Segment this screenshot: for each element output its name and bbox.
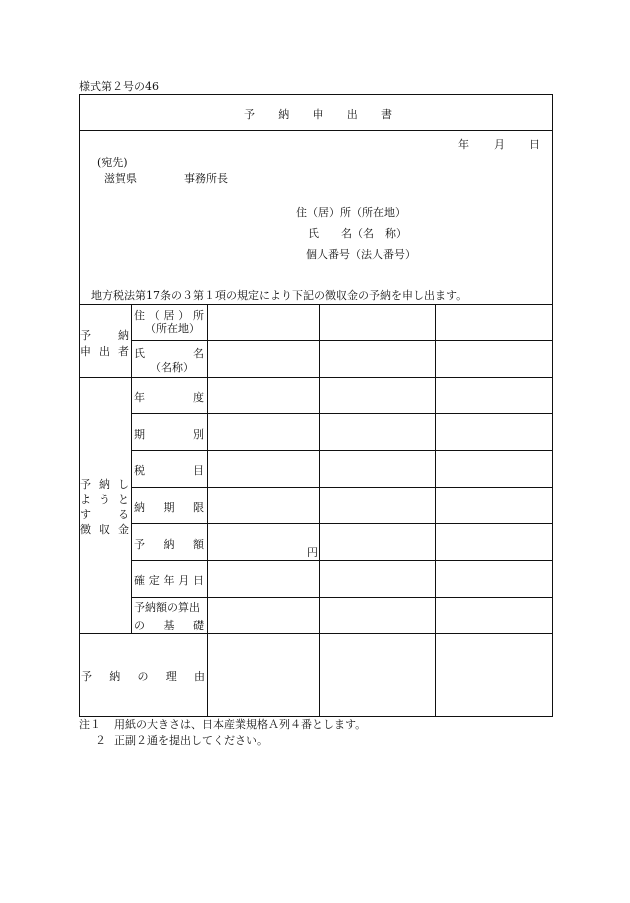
addressee-office: 事務所長 bbox=[184, 172, 228, 185]
row-line bbox=[131, 487, 552, 488]
yen-unit: 円 bbox=[307, 546, 318, 559]
row-label-confirmation-date: 確 定 年 月 日 bbox=[134, 574, 204, 587]
address-label: 住 （ 居 ） 所 bbox=[134, 309, 204, 322]
row-label-prepayment-amount: 予 納 額 bbox=[134, 538, 204, 551]
row-label-tax-item: 税 目 bbox=[134, 464, 204, 477]
date-day: 日 bbox=[529, 138, 540, 151]
address-sub-label: （所在地） bbox=[145, 322, 200, 335]
applicant-number-label: 個人番号（法人番号） bbox=[306, 248, 416, 261]
table-top-line bbox=[79, 304, 552, 305]
date-month: 月 bbox=[494, 138, 505, 151]
collection-group-label: 予 納 し bbox=[80, 478, 129, 491]
date-year: 年 bbox=[458, 138, 469, 151]
row-line bbox=[79, 377, 552, 378]
row-line bbox=[131, 597, 552, 598]
title-divider bbox=[79, 130, 552, 131]
statement: 地方税法第17条の３第１項の規定により下記の徴収金の予納を申し出ます。 bbox=[91, 289, 468, 302]
collection-group-label: よ う と bbox=[80, 493, 129, 506]
row-label-fiscal-year: 年 度 bbox=[134, 391, 204, 404]
row-line bbox=[131, 340, 552, 341]
col-line bbox=[319, 304, 320, 716]
note-number: ２ bbox=[95, 734, 106, 747]
row-line bbox=[131, 560, 552, 561]
basis-label: 予納額の算出 bbox=[134, 601, 200, 614]
note-text: 正副２通を提出してください。 bbox=[114, 734, 268, 747]
col-line bbox=[435, 304, 436, 716]
form-title: 予 納 申 出 書 bbox=[244, 108, 392, 121]
note-text: 用紙の大きさは、日本産業規格Ａ列４番とします。 bbox=[114, 718, 367, 731]
applicant-group-label: 申 出 者 bbox=[80, 345, 129, 358]
collection-group-label: 徴 収 金 bbox=[80, 523, 129, 536]
row-line bbox=[131, 450, 552, 451]
col-line bbox=[131, 304, 132, 634]
addressee-name: 滋賀県 bbox=[104, 172, 137, 185]
row-line bbox=[131, 413, 552, 414]
row-line bbox=[131, 523, 552, 524]
reason-label: 予 納 の 理 由 bbox=[81, 670, 205, 683]
col-line bbox=[207, 304, 208, 716]
row-label-period: 期 別 bbox=[134, 428, 204, 441]
note-number: 注１ bbox=[79, 718, 101, 731]
applicant-name-label: 氏 名（名 称） bbox=[308, 227, 407, 240]
row-line bbox=[79, 633, 552, 634]
collection-group-label: す る bbox=[80, 508, 129, 521]
basis-sub-label: の 基 礎 bbox=[134, 619, 204, 632]
row-label-due-date: 納 期 限 bbox=[134, 501, 204, 514]
name-sub-label: （名称） bbox=[150, 361, 194, 374]
name-label: 氏 名 bbox=[134, 347, 204, 360]
applicant-address-label: 住（居）所（所在地） bbox=[296, 206, 406, 219]
addressee-to: (宛先) bbox=[97, 156, 128, 169]
applicant-group-label: 予 納 bbox=[80, 329, 129, 342]
form-number: 様式第２号の46 bbox=[79, 80, 159, 93]
